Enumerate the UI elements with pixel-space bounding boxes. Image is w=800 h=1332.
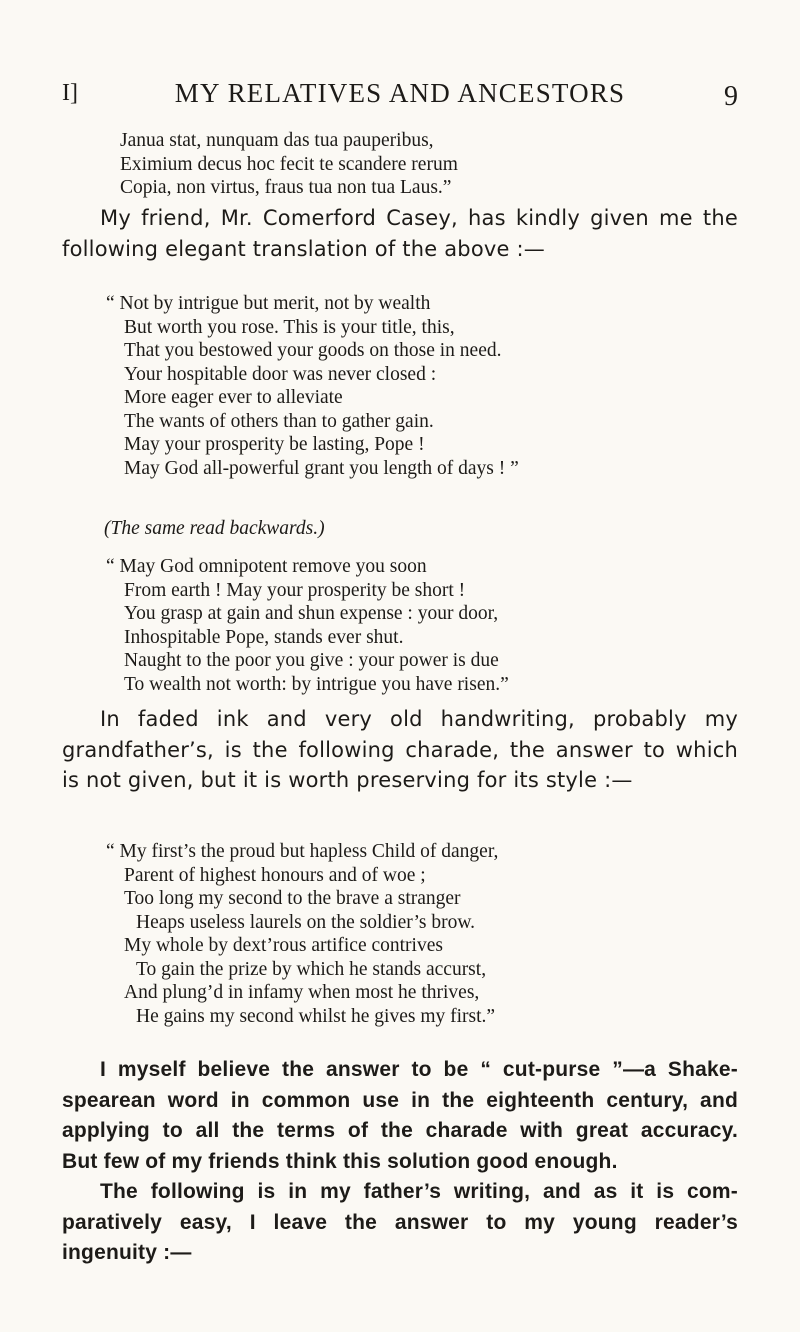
chapter-number: I] bbox=[62, 80, 78, 106]
caption-backwards: (The same read backwards.) bbox=[104, 518, 325, 539]
verse-line: To gain the prize by which he stands accurst, bbox=[136, 958, 487, 980]
paragraph-line: spearean word in common use in the eighteenth century, and bbox=[62, 1088, 738, 1112]
verse-line: Copia, non virtus, fraus tua non tua Laus.” bbox=[120, 177, 452, 198]
verse-line: “ May God omnipotent remove you soon bbox=[106, 556, 427, 577]
running-header bbox=[62, 78, 738, 118]
paragraph-line: The following is in my father’s writing, and as it is com- bbox=[100, 1180, 738, 1203]
verse-line: Inhospitable Pope, stands ever shut. bbox=[124, 626, 404, 648]
paragraph-line: paratively easy, I leave the answer to my young reader’s bbox=[62, 1210, 738, 1234]
verse-line: May God all-powerful grant you length of days ! ” bbox=[124, 457, 519, 479]
paragraph-line: is not given, but it is worth preserving for its style :— bbox=[62, 768, 633, 792]
verse-line: Your hospitable door was never closed : bbox=[124, 363, 437, 385]
verse-line: He gains my second whilst he gives my first.” bbox=[136, 1005, 496, 1027]
paragraph-answer bbox=[62, 1055, 738, 1177]
verse-line: Eximium decus hoc fecit te scandere rerum bbox=[120, 153, 458, 175]
backwards-verse bbox=[106, 555, 509, 696]
paragraph-translation-intro bbox=[62, 203, 738, 264]
paragraph-charade-intro bbox=[62, 704, 738, 796]
paragraph-line: ingenuity :— bbox=[62, 1241, 192, 1264]
verse-line: Janua stat, nunquam das tua pauperibus, bbox=[120, 130, 434, 151]
verse-line: May your prosperity be lasting, Pope ! bbox=[124, 434, 425, 455]
verse-line: “ My first’s the proud but hapless Child of danger, bbox=[106, 841, 499, 862]
paragraph-line: But few of my friends think this solution good enough. bbox=[62, 1149, 618, 1173]
running-title: MY RELATIVES AND ANCESTORS bbox=[174, 78, 626, 108]
verse-line: To wealth not worth: by intrigue you have risen.” bbox=[124, 673, 509, 695]
verse-line: My whole by dext’rous artifice contrives bbox=[124, 935, 443, 956]
verse-line: Parent of highest honours and of woe ; bbox=[124, 864, 426, 886]
paragraph-line: In faded ink and very old handwriting, probably my bbox=[100, 707, 738, 731]
paragraph-father bbox=[62, 1177, 738, 1269]
paragraph-line: applying to all the terms of the charade with great accuracy. bbox=[62, 1119, 738, 1142]
paragraph-line: following elegant translation of the above :— bbox=[62, 236, 545, 261]
verse-line: More eager ever to alleviate bbox=[124, 387, 343, 408]
verse-line: That you bestowed your goods on those in need. bbox=[124, 340, 502, 361]
verse-line: Heaps useless laurels on the soldier’s brow. bbox=[136, 911, 476, 933]
verse-line: “ Not by intrigue but merit, not by wealth bbox=[106, 293, 431, 314]
translation-verse bbox=[106, 292, 519, 480]
charade-verse bbox=[106, 840, 498, 1028]
verse-line: And plung’d in infamy when most he thrives, bbox=[124, 982, 480, 1003]
paragraph-line: My friend, Mr. Comerford Casey, has kindly given me the bbox=[100, 206, 738, 230]
latin-verse bbox=[120, 129, 458, 200]
paragraph-line: I myself believe the answer to be “ cut-purse ”—a Shake- bbox=[100, 1058, 738, 1081]
verse-line: You grasp at gain and shun expense : your door, bbox=[124, 603, 499, 624]
verse-line: The wants of others than to gather gain. bbox=[124, 410, 434, 432]
page-number: 9 bbox=[724, 81, 738, 112]
paragraph-line: grandfather’s, is the following charade, the answer to which bbox=[62, 737, 738, 762]
verse-line: Too long my second to the brave a stranger bbox=[124, 888, 461, 909]
verse-line: But worth you rose. This is your title, this, bbox=[124, 316, 455, 338]
verse-line: Naught to the poor you give : your power is due bbox=[124, 650, 499, 671]
verse-line: From earth ! May your prosperity be short ! bbox=[124, 579, 466, 601]
